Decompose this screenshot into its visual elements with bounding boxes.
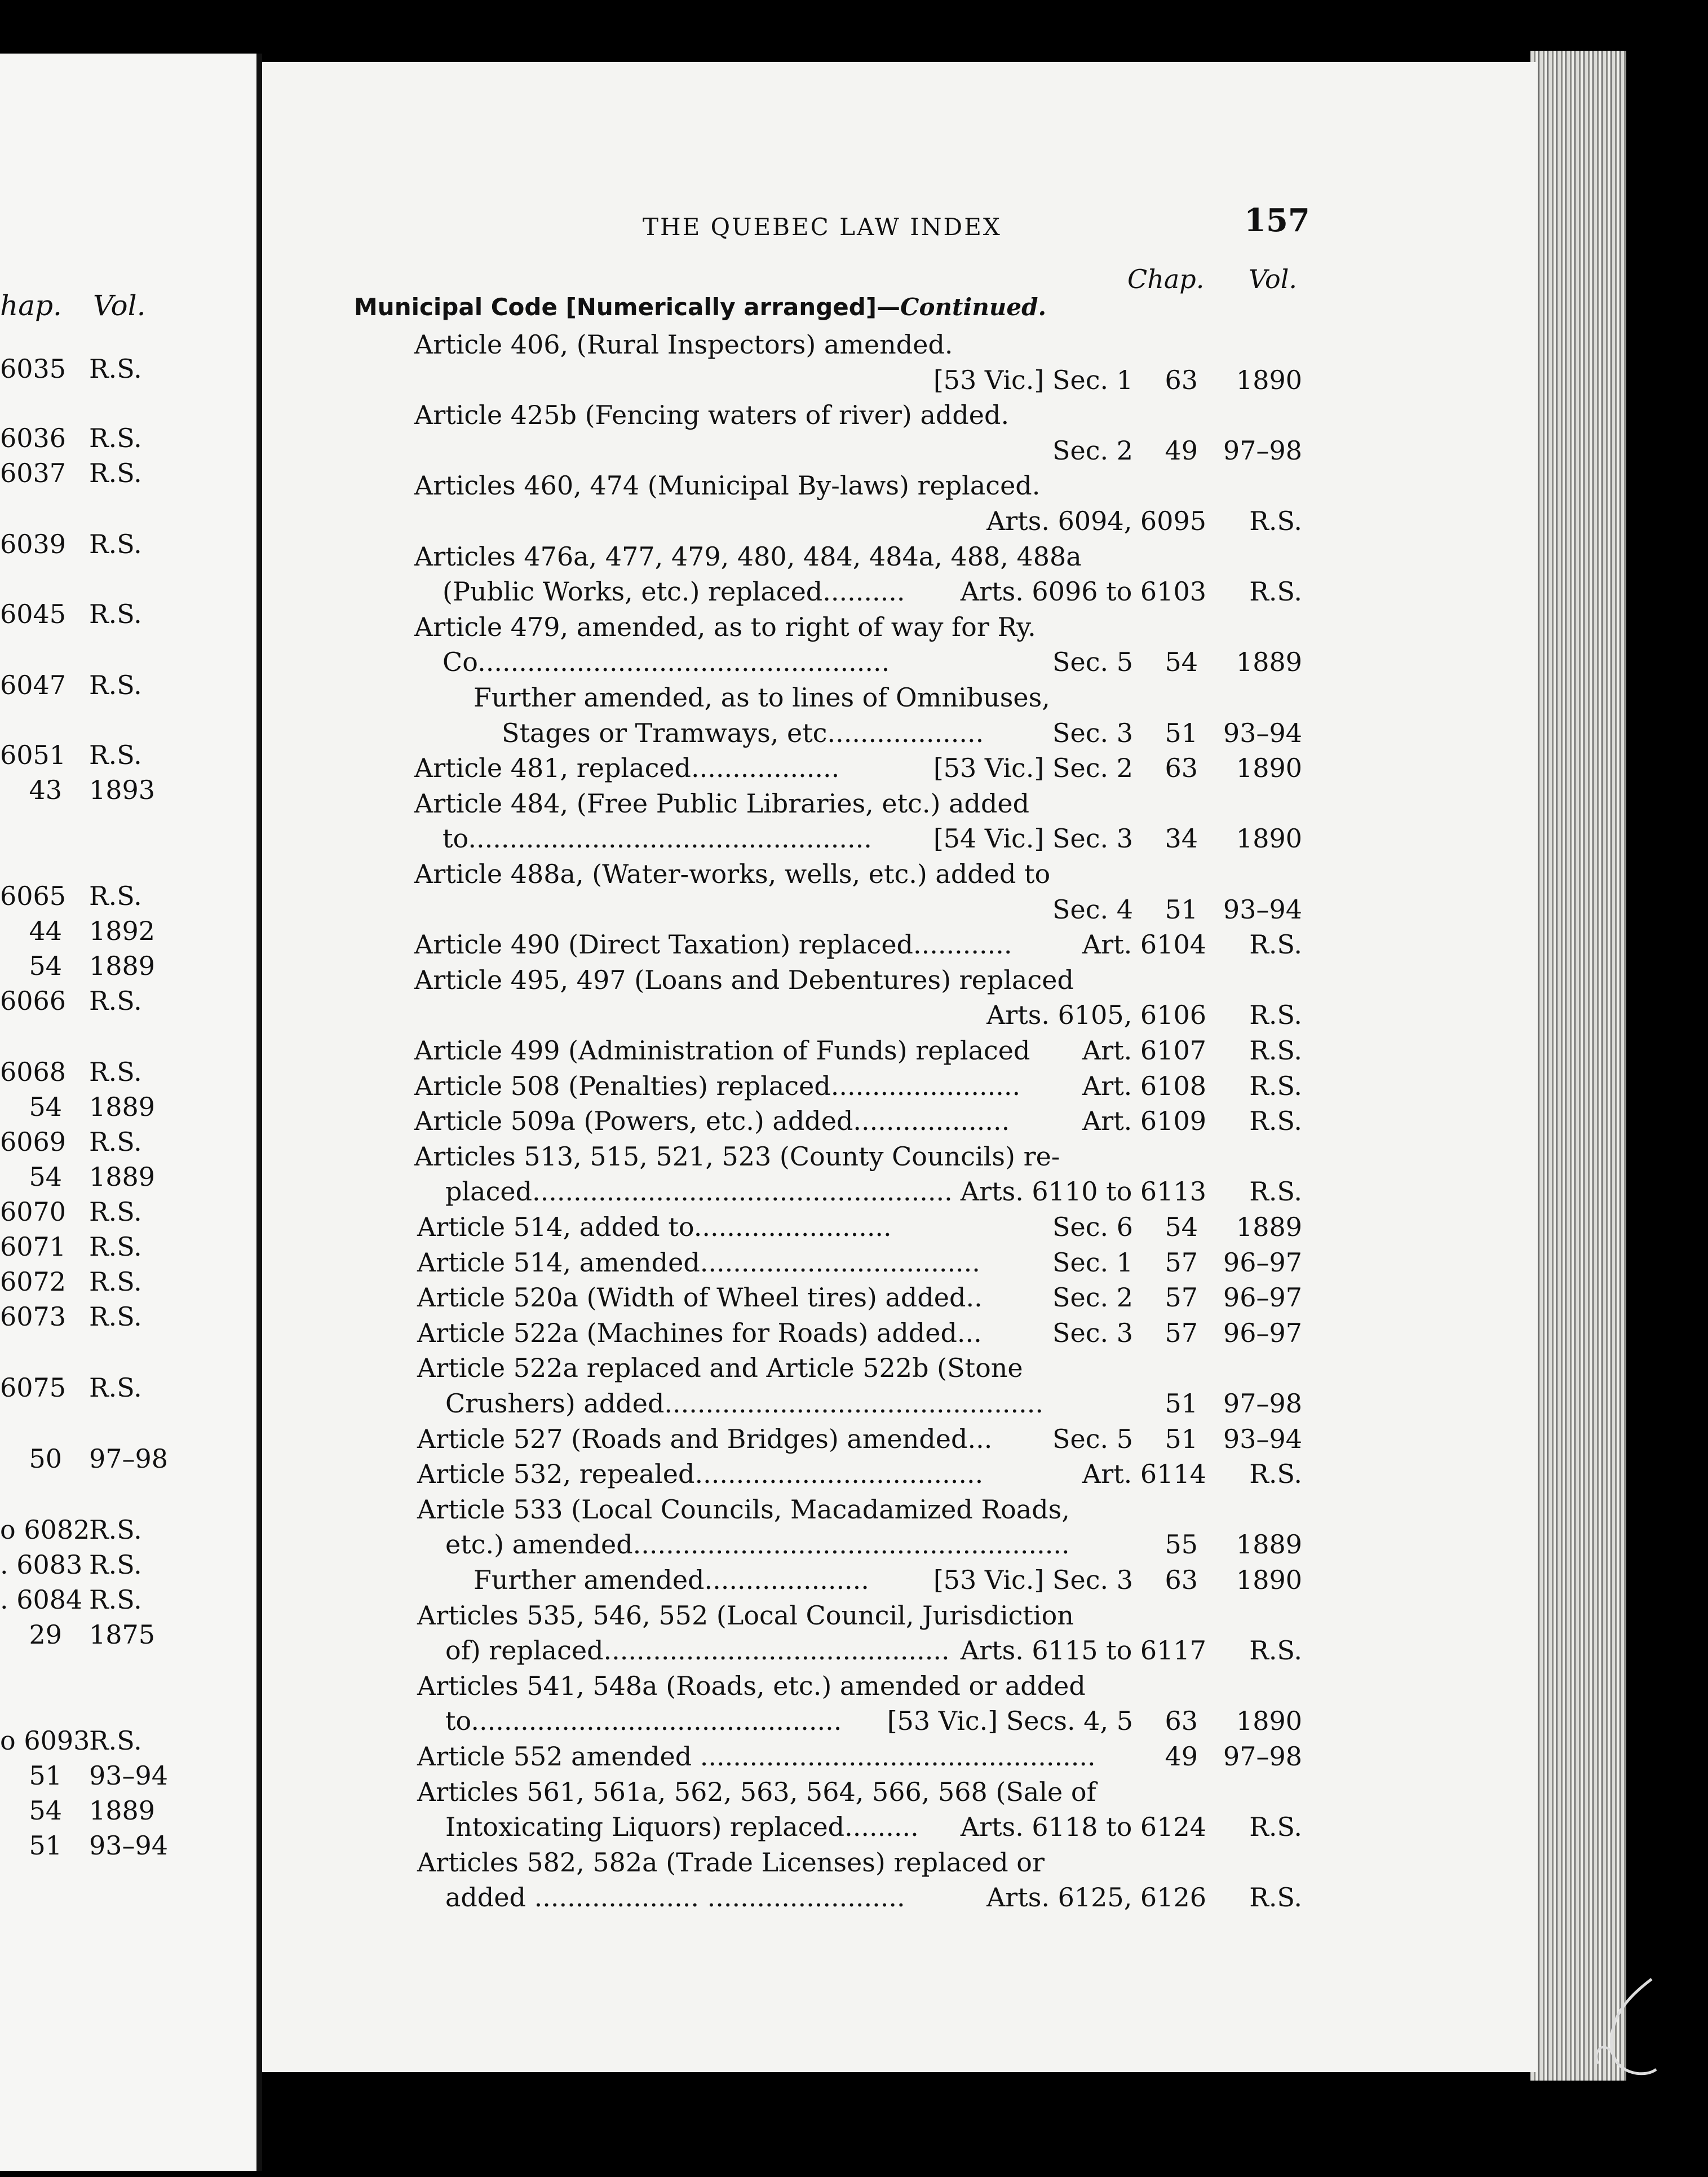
entry-volume: R.S.	[1249, 1000, 1302, 1030]
entry-text: to.............................................	[445, 1706, 842, 1736]
entry-volume: R.S.	[1249, 1176, 1302, 1207]
index-entry-row	[0, 1703, 1302, 1738]
entry-reference: Sec. 5	[1052, 647, 1133, 677]
entry-volume: R.S.	[1249, 1106, 1302, 1136]
left-row-vol: 93–94	[89, 1830, 169, 1861]
left-row-chap: 43	[29, 775, 62, 805]
left-row-chap: 6069	[0, 1127, 67, 1157]
left-row-vol: 93–94	[89, 1760, 169, 1791]
page-number: 157	[1244, 202, 1310, 239]
index-entry-row	[0, 1809, 1302, 1844]
entry-chapter: 54	[1165, 647, 1198, 677]
section-heading	[354, 293, 1046, 321]
entry-text: (Public Works, etc.) replaced..........	[443, 576, 905, 607]
entry-reference: Art. 6109	[1082, 1106, 1206, 1136]
entry-volume: 96–97	[1223, 1318, 1302, 1348]
entry-chapter: 51	[1165, 1388, 1198, 1419]
entry-text: Article 533 (Local Councils, Macadamized Roads,	[417, 1494, 1070, 1525]
left-row-chap: 54	[29, 951, 62, 981]
entry-text: Article 479, amended, as to right of way for Ry.	[414, 612, 1036, 642]
entry-chapter: 63	[1165, 365, 1198, 395]
entry-volume: 96–97	[1223, 1282, 1302, 1313]
left-row-vol: R.S.	[89, 1196, 142, 1227]
entry-text: Article 508 (Penalties) replaced.......................	[414, 1071, 1021, 1101]
entry-volume: 1890	[1236, 1706, 1302, 1736]
entry-reference: [54 Vic.] Sec. 3	[933, 823, 1133, 854]
entry-text: Article 499 (Administration of Funds) replaced	[414, 1035, 1030, 1066]
entry-text: Article 406, (Rural Inspectors) amended.	[414, 329, 953, 360]
entry-text: Article 425b (Fencing waters of river) added.	[414, 400, 1010, 430]
chap-column-header: Chap.	[1127, 264, 1205, 294]
entry-reference: Sec. 3	[1052, 718, 1133, 748]
left-row-chap: 6068	[0, 1057, 67, 1087]
left-row-chap: 6071	[0, 1231, 67, 1262]
entry-chapter: 57	[1165, 1247, 1198, 1278]
entry-volume: R.S.	[1249, 1035, 1302, 1066]
index-entry-row	[0, 997, 1302, 1032]
page-corner-curl	[1590, 1973, 1657, 2081]
entry-volume: R.S.	[1249, 929, 1302, 960]
left-row-vol: R.S.	[89, 1127, 142, 1157]
left-row-chap: o 6082	[0, 1514, 90, 1545]
left-row-chap: o 6093	[0, 1725, 90, 1756]
entry-reference: Arts. 6094, 6095	[986, 506, 1206, 536]
index-entry-row	[0, 1527, 1302, 1562]
entry-volume: 1889	[1236, 1529, 1302, 1560]
entry-reference: [53 Vic.] Sec. 1	[933, 365, 1133, 395]
index-entry-row	[0, 1209, 1302, 1244]
entry-volume: R.S.	[1249, 1812, 1302, 1842]
index-entry-row	[0, 504, 1302, 538]
entry-volume: R.S.	[1249, 576, 1302, 607]
left-row-chap: 6037	[0, 458, 67, 488]
left-row-chap: 51	[29, 1760, 62, 1791]
entry-text: Articles 541, 548a (Roads, etc.) amended or added	[417, 1671, 1086, 1701]
left-row-vol: R.S.	[89, 599, 142, 629]
left-row-vol: R.S.	[89, 881, 142, 911]
left-row-chap: 29	[29, 1619, 62, 1650]
index-entry-row	[0, 1845, 1297, 1880]
entry-text: Articles 513, 515, 521, 523 (County Councils) re-	[414, 1141, 1060, 1172]
entry-volume: 93–94	[1223, 1424, 1302, 1454]
left-row-vol: R.S.	[89, 1725, 142, 1756]
left-row-chap: 54	[29, 1795, 62, 1826]
page-fore-edges	[1530, 51, 1626, 2081]
entry-text: Article 522a replaced and Article 522b (Stone	[417, 1353, 1023, 1383]
index-entry-row	[0, 1633, 1302, 1668]
left-row-vol: R.S.	[89, 1372, 142, 1403]
entry-reference: Sec. 4	[1052, 894, 1133, 925]
index-entry-row	[0, 786, 1297, 821]
left-row-vol: R.S.	[89, 740, 142, 770]
entry-reference: Arts. 6118 to 6124	[960, 1812, 1206, 1842]
entry-text: Article 522a (Machines for Roads) added...	[417, 1318, 982, 1348]
entry-volume: 93–94	[1223, 718, 1302, 748]
index-entry-row	[0, 1280, 1302, 1315]
entry-text: Article 490 (Direct Taxation) replaced............	[414, 929, 1012, 960]
entry-chapter: 55	[1165, 1529, 1198, 1560]
entry-reference: Sec. 6	[1052, 1212, 1133, 1242]
index-entry-row	[0, 1033, 1302, 1068]
entry-reference: Arts. 6110 to 6113	[960, 1176, 1206, 1207]
index-entry-row	[0, 644, 1302, 679]
entry-chapter: 54	[1165, 1212, 1198, 1242]
index-entry-row	[0, 574, 1302, 609]
entry-reference: [53 Vic.] Sec. 2	[933, 753, 1133, 783]
entry-chapter: 49	[1165, 1741, 1198, 1772]
entry-text: Article 514, amended..................................	[417, 1247, 980, 1278]
left-row-vol: 1892	[89, 916, 156, 946]
left-row-vol: R.S.	[89, 354, 142, 384]
left-row-vol: 1889	[89, 1162, 156, 1192]
entry-text: Article 532, repealed...................................	[417, 1459, 984, 1489]
index-entry-row	[0, 433, 1302, 468]
section-heading-text: Municipal Code [Numerically arranged]—	[354, 293, 901, 321]
entry-text: Co..................................................	[443, 647, 890, 677]
index-entry-row	[0, 1880, 1302, 1915]
left-row-vol: R.S.	[89, 423, 142, 453]
page-title: THE QUEBEC LAW INDEX	[643, 213, 1002, 241]
entry-reference: Sec. 2	[1052, 435, 1133, 466]
entry-text: etc.) amended.....................................................	[445, 1529, 1070, 1560]
left-row-vol: R.S.	[89, 670, 142, 700]
index-entry-row	[0, 1068, 1302, 1103]
left-row-chap: 51	[29, 1830, 62, 1861]
entry-reference: [53 Vic.] Secs. 4, 5	[887, 1706, 1133, 1736]
index-entry-row	[0, 1174, 1302, 1209]
index-entry-row	[0, 962, 1297, 997]
entry-text: placed...................................................	[445, 1176, 953, 1207]
left-row-chap: 54	[29, 1092, 62, 1122]
entry-volume: R.S.	[1249, 506, 1302, 536]
left-row-vol: R.S.	[89, 1057, 142, 1087]
entry-reference: Arts. 6115 to 6117	[960, 1635, 1206, 1666]
entry-chapter: 63	[1165, 1706, 1198, 1736]
index-entry-row	[0, 750, 1302, 785]
entry-reference: [53 Vic.] Sec. 3	[933, 1565, 1133, 1595]
entry-text: Article 514, added to........................	[417, 1212, 892, 1242]
index-entry-row	[0, 1350, 1297, 1385]
index-entry-row	[0, 927, 1302, 962]
left-row-chap: 6072	[0, 1266, 67, 1297]
index-entry-row	[0, 1456, 1302, 1491]
entry-text: Article 481, replaced..................	[414, 753, 840, 783]
entry-volume: 96–97	[1223, 1247, 1302, 1278]
index-entry-row	[0, 680, 1297, 715]
entry-reference: Art. 6104	[1082, 929, 1206, 960]
left-row-chap: 54	[29, 1162, 62, 1192]
left-row-chap: 6073	[0, 1301, 67, 1332]
index-entry-row	[0, 1668, 1297, 1703]
entry-volume: 97–98	[1223, 1388, 1302, 1419]
left-row-vol: R.S.	[89, 1266, 142, 1297]
entry-volume: 97–98	[1223, 1741, 1302, 1772]
index-entry-row	[0, 1598, 1297, 1633]
index-entry-row	[0, 1103, 1302, 1138]
vol-column-header: Vol.	[1249, 264, 1298, 294]
entry-text: Crushers) added..............................................	[445, 1388, 1044, 1419]
entry-volume: R.S.	[1249, 1071, 1302, 1101]
entry-text: Further amended....................	[474, 1565, 869, 1595]
index-entry-row	[0, 1739, 1302, 1774]
left-row-vol: 1893	[89, 775, 156, 805]
entry-text: of) replaced..........................................	[445, 1635, 950, 1666]
left-row-vol: 1875	[89, 1619, 156, 1650]
entry-text: Article 527 (Roads and Bridges) amended...	[417, 1424, 993, 1454]
entry-volume: R.S.	[1249, 1459, 1302, 1489]
entry-text: Article 484, (Free Public Libraries, etc.) added	[414, 788, 1030, 819]
left-row-vol: R.S.	[89, 1514, 142, 1545]
left-row-chap: 6070	[0, 1196, 67, 1227]
entry-text: Articles 535, 546, 552 (Local Council, Jurisdiction	[417, 1600, 1074, 1631]
entry-reference: Arts. 6105, 6106	[986, 1000, 1206, 1030]
entry-chapter: 63	[1165, 1565, 1198, 1595]
entry-text: Intoxicating Liquors) replaced.........	[445, 1812, 919, 1842]
entry-text: Articles 582, 582a (Trade Licenses) replaced or	[417, 1847, 1045, 1878]
index-entry-row	[0, 1245, 1302, 1280]
entry-volume: 97–98	[1223, 435, 1302, 466]
entry-volume: 1890	[1236, 365, 1302, 395]
left-row-chap: . 6083	[0, 1549, 83, 1580]
entry-text: Articles 476a, 477, 479, 480, 484, 484a, 488, 488a	[414, 541, 1082, 572]
left-row-chap: 6036	[0, 423, 67, 453]
entry-reference: Art. 6108	[1082, 1071, 1206, 1101]
entry-reference: Arts. 6125, 6126	[986, 1882, 1206, 1913]
entry-chapter: 57	[1165, 1282, 1198, 1313]
index-entry-row	[0, 892, 1302, 927]
left-row-chap: 50	[29, 1443, 62, 1474]
left-row-chap: 44	[29, 916, 62, 946]
entry-text: to.................................................	[443, 823, 872, 854]
entry-volume: 93–94	[1223, 894, 1302, 925]
entry-text: Article 495, 497 (Loans and Debentures) replaced	[414, 965, 1074, 995]
entry-volume: 1889	[1236, 1212, 1302, 1242]
index-entry-row	[0, 327, 1297, 362]
left-row-chap: 6051	[0, 740, 67, 770]
entry-chapter: 34	[1165, 823, 1198, 854]
section-heading-continued: Continued.	[900, 293, 1047, 321]
left-row-vol: R.S.	[89, 458, 142, 488]
entry-chapter: 51	[1165, 1424, 1198, 1454]
left-row-vol: R.S.	[89, 529, 142, 559]
left-row-chap: 6047	[0, 670, 67, 700]
entry-volume: R.S.	[1249, 1882, 1302, 1913]
entry-chapter: 51	[1165, 894, 1198, 925]
left-row-chap: 6039	[0, 529, 67, 559]
left-row-vol: 97–98	[89, 1443, 169, 1474]
index-entry-row	[0, 821, 1302, 856]
entry-text: Article 488a, (Water-works, wells, etc.) added to	[414, 859, 1051, 889]
entry-text: Article 520a (Width of Wheel tires) added..	[417, 1282, 983, 1313]
index-entry-row	[0, 856, 1297, 891]
left-row-vol: 1889	[89, 1795, 156, 1826]
entry-text: Further amended, as to lines of Omnibuses,	[474, 682, 1050, 713]
index-entry-row	[0, 716, 1302, 750]
entry-reference: Sec. 2	[1052, 1282, 1133, 1313]
index-entry-row	[0, 1562, 1302, 1597]
left-row-vol: R.S.	[89, 1549, 142, 1580]
index-entry-row	[0, 539, 1297, 574]
left-row-chap: . 6084	[0, 1584, 83, 1615]
entry-reference: Art. 6114	[1082, 1459, 1206, 1489]
left-row-chap: 6075	[0, 1372, 67, 1403]
entry-reference: Arts. 6096 to 6103	[960, 576, 1206, 607]
entry-volume: 1889	[1236, 647, 1302, 677]
entry-text: Articles 561, 561a, 562, 563, 564, 566, 568 (Sale of	[417, 1777, 1096, 1807]
entry-volume: R.S.	[1249, 1635, 1302, 1666]
entry-reference: Sec. 1	[1052, 1247, 1133, 1278]
entry-chapter: 49	[1165, 435, 1198, 466]
left-row-vol: R.S.	[89, 1231, 142, 1262]
entry-reference: Sec. 3	[1052, 1318, 1133, 1348]
entry-text: added .................... ........................	[445, 1882, 905, 1913]
entry-chapter: 51	[1165, 718, 1198, 748]
left-row-vol: 1889	[89, 951, 156, 981]
index-entry-row	[0, 398, 1297, 432]
index-entry-row	[0, 1315, 1302, 1350]
entry-text: Article 552 amended ................................................	[417, 1741, 1096, 1772]
left-row-vol: R.S.	[89, 1584, 142, 1615]
entry-chapter: 63	[1165, 753, 1198, 783]
left-col-vol-header: Vol.	[93, 289, 146, 322]
index-entry-row	[0, 1386, 1302, 1421]
entry-reference: Sec. 5	[1052, 1424, 1133, 1454]
left-row-chap: 6035	[0, 354, 67, 384]
left-row-chap: 6066	[0, 986, 67, 1016]
index-entry-row	[0, 1492, 1297, 1527]
entry-volume: 1890	[1236, 753, 1302, 783]
left-row-chap: 6065	[0, 881, 67, 911]
entry-text: Article 509a (Powers, etc.) added...................	[414, 1106, 1010, 1136]
index-entry-row	[0, 1774, 1297, 1809]
index-entry-row	[0, 1421, 1302, 1456]
entry-text: Articles 460, 474 (Municipal By-laws) replaced.	[414, 470, 1041, 501]
left-col-chap-header: hap.	[0, 289, 62, 322]
entry-volume: 1890	[1236, 1565, 1302, 1595]
left-row-chap: 6045	[0, 599, 67, 629]
entry-chapter: 57	[1165, 1318, 1198, 1348]
entry-reference: Art. 6107	[1082, 1035, 1206, 1066]
index-entry-row	[0, 468, 1297, 503]
entry-volume: 1890	[1236, 823, 1302, 854]
left-row-vol: 1889	[89, 1092, 156, 1122]
index-entry-row	[0, 1139, 1297, 1174]
index-entry-row	[0, 363, 1302, 398]
index-entry-row	[0, 610, 1297, 644]
entry-text: Stages or Tramways, etc...................	[502, 718, 984, 748]
left-row-vol: R.S.	[89, 986, 142, 1016]
left-row-vol: R.S.	[89, 1301, 142, 1332]
